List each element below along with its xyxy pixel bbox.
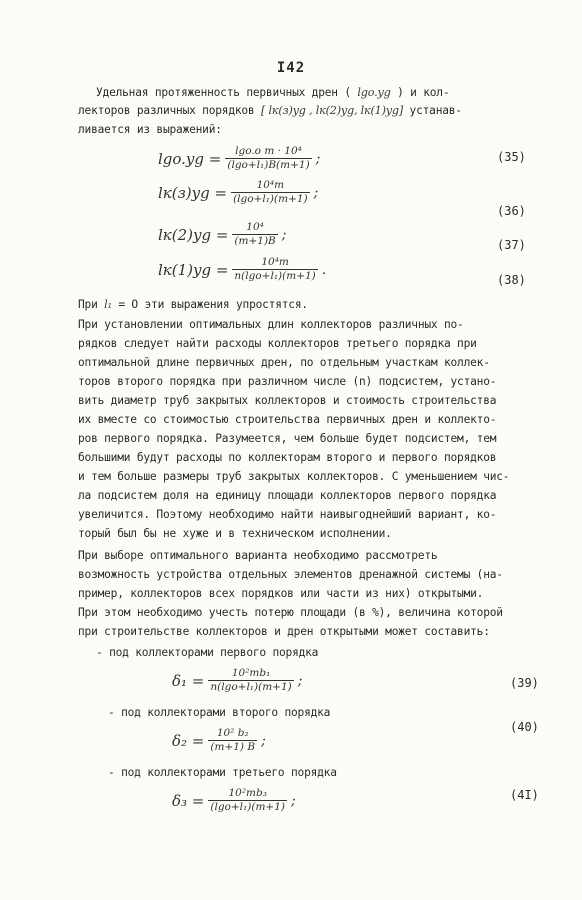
formula-lhs: δ₁ =: [172, 671, 205, 690]
typed-text: - под коллекторами третьего порядка: [108, 766, 337, 779]
typed-text: торый был бы не хуже и в техническом исполнении.: [78, 527, 392, 540]
typed-text: ров первого порядка. Разумеется, чем больше будет подсистем, тем: [78, 432, 497, 445]
text-line: [78, 432, 496, 445]
formula-lhs: lк(з)yg =: [158, 183, 228, 202]
typed-text: торов второго порядка при различном числе (n) подсистем, устано-: [78, 375, 497, 388]
fraction: [208, 788, 287, 813]
numerator: 10² b₂: [216, 727, 249, 739]
text-line: [78, 451, 496, 464]
text-line: [78, 337, 477, 350]
typed-text: устанав-: [403, 104, 462, 117]
typed-text: При установлении оптимальных длин коллекторов различных по-: [78, 318, 464, 331]
formula: [158, 257, 326, 282]
typed-text: При этом необходимо учесть потерю площади (в %), величина которой: [78, 606, 503, 619]
typed-text: = О эти выражения упростятся.: [111, 298, 308, 311]
denominator: (m+1) B: [210, 741, 256, 754]
equation-number: (4I): [510, 788, 539, 802]
typed-text: оптимальной длине первичных дрен, по отдельным участкам коллек-: [78, 356, 490, 369]
typed-text: их вместе со стоимостью строительства первичных дрен и коллекто-: [78, 413, 497, 426]
typed-text: - под коллекторами первого порядка: [96, 646, 319, 659]
text-line: [78, 375, 496, 388]
text-line: [78, 356, 490, 369]
text-line: [108, 706, 330, 719]
text-line: [96, 646, 318, 659]
typed-text: пример, коллекторов всех порядков или части из них) открытыми.: [78, 587, 484, 600]
fraction: [208, 728, 257, 753]
denominator: n(lgo+l₁)(m+1): [210, 681, 292, 694]
formula: [172, 728, 266, 753]
text-line: [78, 606, 503, 619]
text-line: [78, 625, 490, 638]
equation-number: (40): [510, 720, 539, 734]
formula: [158, 222, 286, 247]
typed-text: большими будут расходы по коллекторам второго и первого порядков: [78, 451, 497, 464]
formula-lhs: δ₃ =: [172, 791, 205, 810]
typed-text: вить диаметр труб закрытых коллекторов и стоимость строительства: [78, 394, 497, 407]
typed-text: увеличится. Поэтому необходимо найти наивыгоднейший вариант, ко-: [78, 508, 497, 521]
fraction: [208, 668, 293, 693]
formula-lhs: δ₂ =: [172, 731, 205, 750]
handwritten-notation: lgo.yg: [357, 86, 391, 99]
formula-lhs: lgo.yg =: [158, 149, 222, 168]
typed-text: возможность устройства отдельных элементов дренажной системы (на-: [78, 568, 503, 581]
typed-text: и тем больше размеры труб закрытых коллекторов. С уменьшением чис-: [78, 470, 510, 483]
numerator: 10²mb₃: [228, 787, 267, 799]
handwritten-notation: l₁: [104, 298, 112, 311]
formula-punctuation: ;: [315, 150, 321, 167]
text-line: [78, 394, 496, 407]
text-line: [78, 527, 392, 540]
formula-punctuation: ;: [313, 184, 319, 201]
equation-number: (39): [510, 676, 539, 690]
numerator: 10⁴: [246, 221, 264, 233]
formula-punctuation: ;: [281, 226, 287, 243]
typed-text: лекторов различных порядков: [78, 104, 261, 117]
typed-text: ) и кол-: [390, 86, 450, 99]
formula: [158, 146, 320, 171]
equation-number: (36): [497, 204, 526, 218]
formula-punctuation: ;: [261, 732, 266, 749]
formula: [172, 788, 296, 813]
formula-punctuation: ;: [297, 672, 303, 689]
text-line: [78, 568, 503, 581]
typed-text: ливается из выражений:: [78, 123, 222, 136]
text-line: [78, 298, 308, 311]
text-line: [78, 508, 496, 521]
typed-text: при строительстве коллекторов и дрен открытыми может составить:: [78, 625, 490, 638]
text-line: [78, 549, 437, 562]
typed-text: Удельная протяженность первичных дрен (: [96, 86, 358, 99]
denominator: (m+1)B: [234, 235, 276, 248]
equation-number: (38): [497, 273, 526, 287]
equation-number: (37): [497, 238, 526, 252]
numerator: lgo.o m · 10⁴: [235, 145, 302, 157]
text-line: [108, 766, 337, 779]
fraction: [232, 222, 277, 247]
numerator: 10²mb₁: [231, 667, 271, 679]
text-line: [78, 470, 509, 483]
page-number: I42: [276, 60, 306, 76]
formula: [172, 668, 302, 693]
text-line: [78, 413, 496, 426]
formula-lhs: lк(1)yg =: [158, 260, 229, 279]
formula: [158, 180, 318, 205]
formula-punctuation: .: [321, 261, 327, 278]
fraction: [232, 257, 317, 282]
typed-text: ла подсистем доля на единицу площади коллекторов первого порядка: [78, 489, 497, 502]
text-line: [96, 86, 449, 99]
text-line: [78, 587, 483, 600]
text-line: [78, 489, 496, 502]
equation-number: (35): [497, 150, 526, 164]
formula-punctuation: ;: [290, 792, 296, 809]
handwritten-notation: [ lк(з)yg , lк(2)yg, lк(1)yg]: [261, 104, 404, 117]
fraction: [225, 146, 311, 171]
typed-text: При выборе оптимального варианта необходимо рассмотреть: [78, 549, 438, 562]
text-line: [78, 123, 222, 136]
numerator: 10⁴m: [256, 179, 285, 191]
denominator: (lgo+l₁)B(m+1): [227, 159, 310, 172]
denominator: (lgo+l₁)(m+1): [233, 193, 308, 206]
text-line: [78, 104, 462, 117]
typed-text: При: [78, 298, 105, 311]
numerator: 10⁴m: [261, 256, 289, 268]
typed-text: рядков следует найти расходы коллекторов третьего порядка при: [78, 337, 477, 350]
fraction: [231, 180, 310, 205]
typed-text: - под коллекторами второго порядка: [108, 706, 331, 719]
denominator: (lgo+l₁)(m+1): [210, 801, 285, 814]
formula-lhs: lк(2)yg =: [158, 225, 229, 244]
text-line: [78, 318, 464, 331]
denominator: n(lgo+l₁)(m+1): [234, 270, 316, 283]
